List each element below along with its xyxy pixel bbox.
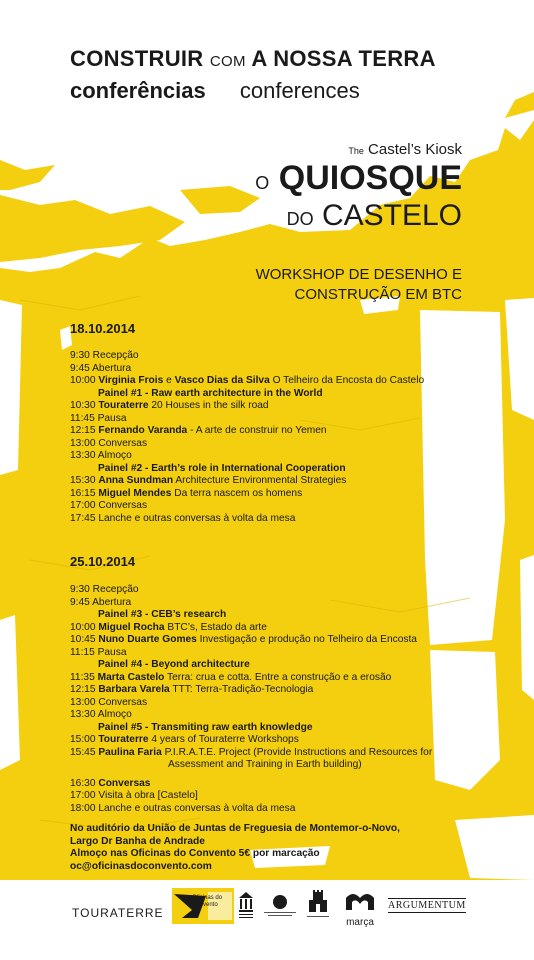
the-word: The [348,146,364,156]
workshop-title [256,265,462,305]
schedule-topic: Recepção [92,584,139,595]
schedule-panel: Painel #5 - Transmiting raw earth knowledge [98,721,313,733]
quiosque-title [255,158,462,203]
schedule-panel: Painel #1 - Raw earth architecture in the World [98,387,323,399]
construir-word: CONSTRUIR [70,46,204,71]
footer-address: Largo Dr Banha de Andrade [70,835,205,847]
schedule-topic: Visita à obra [Castelo] [98,790,198,801]
schedule-topic: Architecture Environmental Strategies [173,475,347,486]
schedule-row [70,350,530,363]
schedule-time: 17:00 [70,790,96,801]
footer-info [70,823,400,873]
schedule-row [70,747,530,760]
touraterre-logo: TOURATERRE [72,906,164,920]
day2-schedule [70,584,530,815]
schedule-topic: BTC’s, Estado da arte [164,621,267,633]
schedule-topic: Investigação e produção no Telheiro da Encosta [196,634,417,645]
schedule-row [70,363,530,376]
schedule-speaker: Miguel Rocha [98,621,165,633]
schedule-row [70,413,530,426]
schedule-topic: Conversas [98,437,148,449]
day2-date: 25.10.2014 [70,554,136,569]
do-castelo-title [287,198,462,237]
castle-icon [305,888,331,922]
schedule-topic: P.I.R.A.T.E. Project (Provide Instructions and Resources for [161,746,433,758]
schedule-time: 15:00 [70,734,96,745]
schedule-time: 15:45 [70,746,96,758]
schedule-row [70,425,530,438]
schedule-time: 17:45 [70,512,96,524]
schedule-topic: Almoço [97,709,132,720]
schedule-row [70,697,530,710]
castels-word: Castel’s [368,141,422,158]
schedule-time: 9:30 [70,350,90,361]
schedule-time: 16:15 [70,487,96,499]
schedule-topic: 20 Houses in the silk road [148,400,269,411]
quiosque-word: QUIOSQUE [278,159,462,197]
schedule-topic: Abertura [92,362,132,374]
oficinas-label: Oficinas do Convento [192,895,223,908]
schedule-speaker: Fernando Varanda [98,425,188,436]
schedule-topic: Lanche e outras conversas à volta da mesa [98,802,296,814]
nossa-terra-word: A NOSSA TERRA [251,46,436,71]
do-word: DO [286,209,314,229]
schedule-row [70,375,530,388]
schedule-speaker: Paulina Faria [98,746,162,758]
marca-logo [344,890,376,928]
schedule-panel: Painel #2 - Earth’s role in International Cooperation [98,462,346,474]
header-construir [70,46,436,72]
schedule-topic: Da terra nascem os homens [171,487,303,499]
argumentum-logo [388,898,466,916]
schedule-topic: e [163,375,175,386]
schedule-topic: - A arte de construir no Yemen [187,425,327,436]
footer-lunch: Almoço nas Oficinas do Convento 5€ por marcação [70,848,320,859]
workshop-line-2: CONSTRUÇÃO EM BTC [294,286,462,303]
schedule-row [70,597,530,610]
schedule-row [70,513,530,526]
workshop-line-1: WORKSHOP DE DESENHO E [255,266,462,283]
schedule-row [70,709,530,722]
schedule-row [70,488,530,501]
schedule-topic: 4 years of Touraterre Workshops [148,734,299,745]
schedule-speaker: Anna Sundman [98,475,174,486]
centro-unesco-logo [262,890,298,920]
castels-kiosk-title [348,141,462,158]
schedule-row [70,400,530,413]
schedule-row [70,475,530,488]
marca-label: marça [346,917,374,928]
schedule-time: 17:00 [70,500,96,511]
schedule-time: 13:00 [70,696,96,708]
schedule-topic: Conversas [98,696,148,708]
schedule-time: 9:30 [70,584,90,595]
schedule-time: 10:45 [70,634,96,645]
schedule-row [70,584,530,597]
conferencias-word: conferências [70,78,206,103]
schedule-speaker: Touraterre [98,400,149,411]
schedule-time: 10:30 [70,400,96,411]
conferences-word: conferences [239,78,360,103]
schedule-time: 15:30 [70,475,96,486]
schedule-time: 9:45 [70,596,90,608]
schedule-time: 11:15 [70,646,95,658]
schedule-row [70,647,530,660]
schedule-row [70,684,530,697]
o-word: O [255,173,270,193]
footer-email: oc@oficinasdoconvento.com [70,860,212,872]
schedule-row [70,438,530,451]
schedule-time: 13:30 [70,450,96,461]
temple-icon [238,890,254,920]
schedule-row [70,734,530,747]
castelo-word: CASTELO [321,199,462,232]
schedule-topic: O Telheiro da Encosta do Castelo [269,375,425,386]
circle-emblem-icon [262,890,298,920]
schedule-row [70,803,530,816]
kiosk-word: Kiosk [425,141,462,158]
schedule-time: 16:30 [70,777,96,789]
schedule-time: 10:00 [70,375,96,386]
footer-venue: No auditório da União de Juntas de Freguesia de Montemor-o-Novo, [70,823,400,834]
schedule-topic: Pausa [97,646,127,658]
schedule-time: 13:00 [70,437,96,449]
schedule-speaker: Marta Castelo [97,671,165,683]
schedule-panel: Painel #3 - CEB’s research [98,609,227,620]
schedule-topic: Recepção [92,350,139,361]
schedule-row [70,450,530,463]
day1-schedule [70,350,530,525]
schedule-row [70,672,530,685]
schedule-time: 9:45 [70,362,90,374]
unesco-logo [238,890,254,920]
schedule-topic: Abertura [92,596,132,608]
schedule-time: 13:30 [70,709,96,720]
marca-mark-icon [344,890,376,912]
schedule-topic: Conversas [98,500,148,511]
com-word: COM [209,53,246,70]
schedule-topic: TTT: Terra-Tradição-Tecnologia [169,684,314,695]
schedule-time: 18:00 [70,802,96,814]
schedule-row [70,622,530,635]
argumentum-label: ARGUMENTUM [388,900,466,911]
schedule-row [70,500,530,513]
schedule-row [70,778,530,791]
schedule-topic: Terra: crua e cotta. Entre a construção e a erosão [164,671,392,683]
schedule-panel: Painel #4 - Beyond architecture [98,659,250,670]
schedule-row [70,790,530,803]
oficinas-logo [172,888,234,924]
montemor-logo [305,888,331,922]
schedule-time: 12:15 [70,425,96,436]
schedule-speaker: Barbara Varela [98,684,170,695]
schedule-speaker: Vasco Dias da Silva [174,375,270,386]
schedule-time: 10:00 [70,621,96,633]
header-conferences [70,78,360,104]
schedule-speaker: Nuno Duarte Gomes [98,634,197,645]
schedule-topic: Almoço [97,450,132,461]
day1-date: 18.10.2014 [70,321,136,336]
schedule-speaker: Virginia Frois [98,375,164,386]
schedule-time: 12:15 [70,684,96,695]
schedule-speaker: Touraterre [98,734,149,745]
schedule-speaker: Conversas [98,777,151,789]
schedule-continuation: Assessment and Training in Earth building) [168,759,362,770]
schedule-speaker: Miguel Mendes [98,487,172,499]
schedule-topic: Lanche e outras conversas à volta da mesa [98,512,296,524]
schedule-topic: Pausa [97,412,127,424]
schedule-time: 11:35 [70,671,95,683]
schedule-time: 11:45 [70,412,95,424]
schedule-row [70,634,530,647]
